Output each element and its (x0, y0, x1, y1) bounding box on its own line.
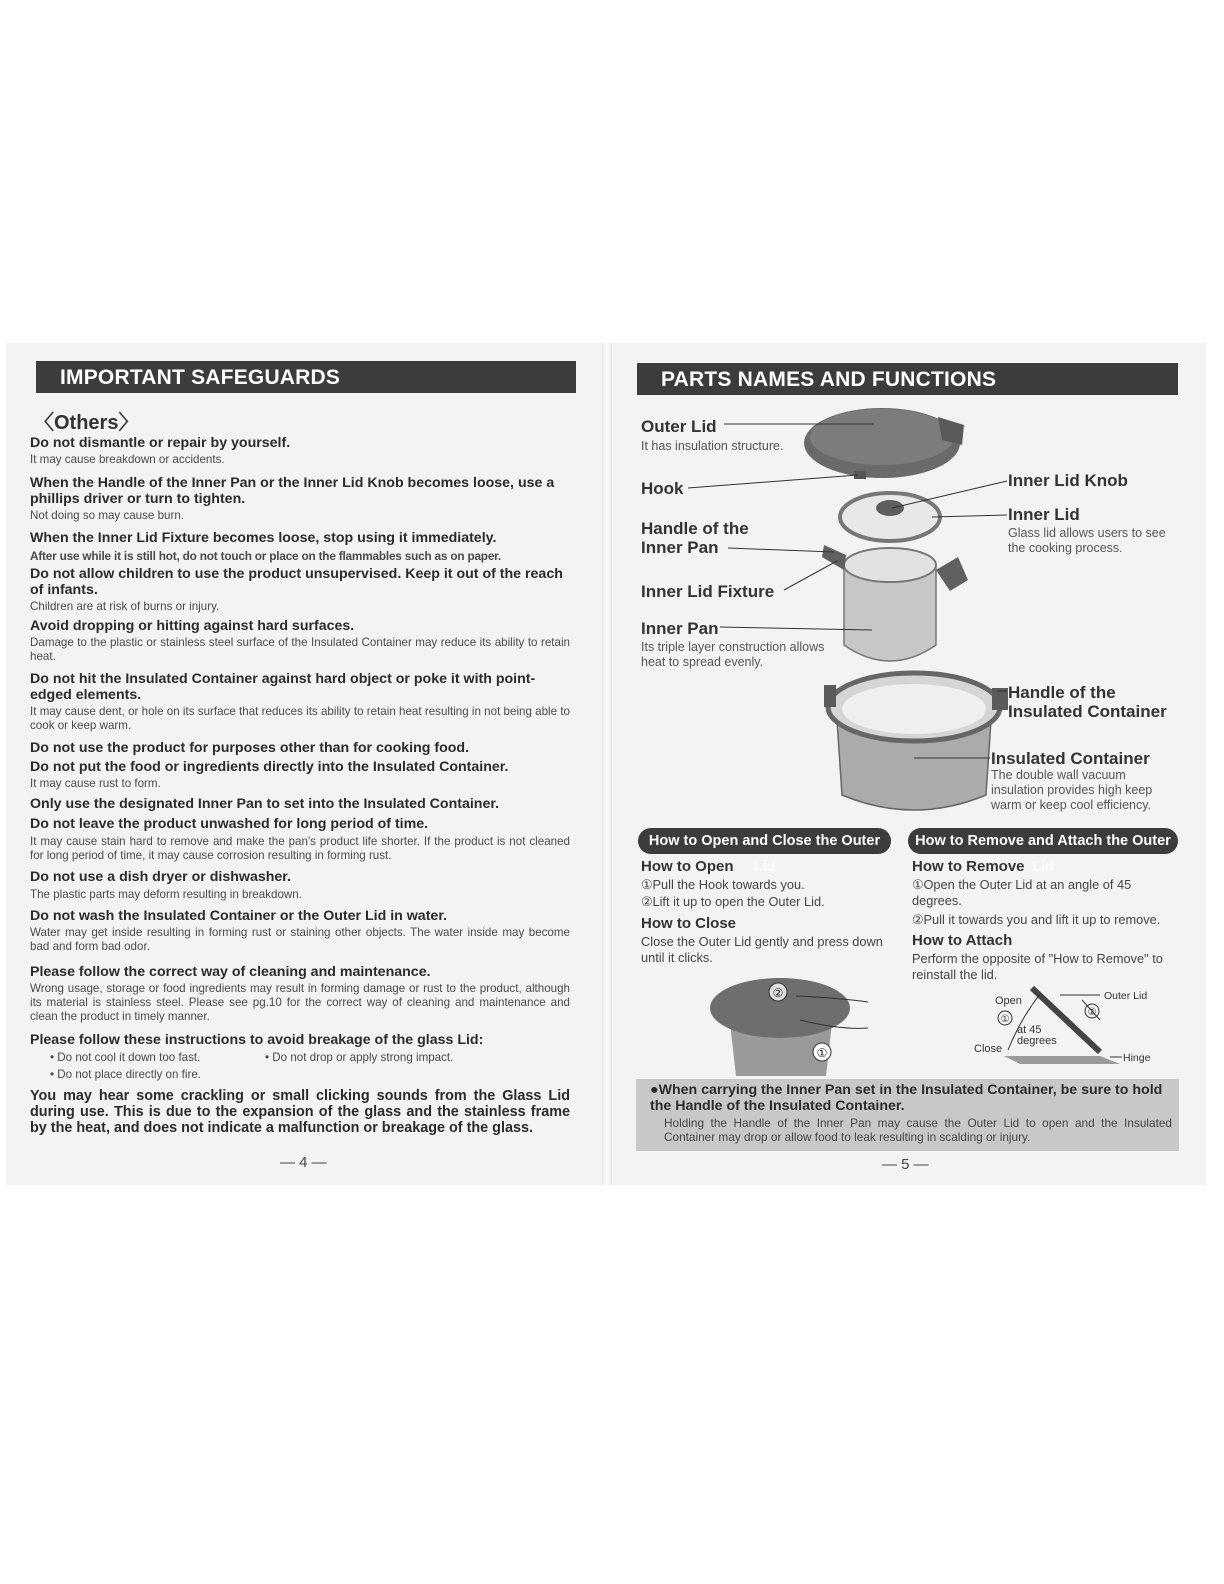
item-heading: Please follow these instructions to avoid breakage of the glass Lid: (30, 1032, 484, 1048)
item-heading: Do not put the food or ingredients directly into the Insulated Container. (30, 759, 509, 775)
label-insulated-container: Insulated Container (991, 749, 1150, 768)
label-outer-lid: Outer Lid (641, 417, 717, 436)
open-close-pill: How to Open and Close the Outer Lid (638, 828, 891, 854)
page-number-4: — 4 — (280, 1154, 327, 1171)
item-heading: When the Inner Lid Fixture becomes loose, stop using it immediately. (30, 530, 497, 546)
item-text: It may cause rust to form. (30, 777, 161, 790)
carrying-warning-box (636, 1079, 1179, 1151)
angle-label-1: at 45 (1017, 1024, 1042, 1036)
item-heading: Do not use the product for purposes other than for cooking food. (30, 740, 470, 756)
item-text: Damage to the plastic or stainless steel surface of the Insulated Container may reduce its ability to retain heat. (30, 636, 570, 663)
inner-pan-handle-right (936, 557, 968, 591)
glass-lid-note: You may hear some crackling or small clicking sounds from the Glass Lid during use. This is due to the expansion of the glass and the stainless frame by the heat, and does not indicate a malfunction or breakage of the glass. (30, 1088, 570, 1136)
item-heading: Do not leave the product unwashed for long period of time. (30, 816, 429, 832)
item-text: It may cause stain hard to remove and make the pan's product life shorter. If the product is not cleaned for long period of time, it may cause corrosion resulting in forming rust. (30, 835, 570, 862)
desc-outer-lid: It has insulation structure. (641, 439, 784, 453)
carrying-warning-text: Holding the Handle of the Inner Pan may cause the Outer Lid to open and the Insulated Container may drop or allow food to leak resulting in scalding or injury. (664, 1116, 1172, 1144)
item-heading: Do not wash the Insulated Container or the Outer Lid in water. (30, 908, 447, 924)
close-text: Close the Outer Lid gently and press down until it clicks. (641, 934, 883, 965)
step-2-label: ② (1087, 1007, 1097, 1018)
open-step-1: ①Pull the Hook towards you. (641, 877, 805, 892)
item-text: Children are at risk of burns or injury. (30, 600, 220, 613)
item-text: It may cause dent, or hole on its surface that reduces its ability to retain heat resulting in not being able to cook or keep warm. (30, 705, 570, 732)
item-text: Water may get inside resulting in forming rust or staining other objects. The water inside may become bad and form bad odor. (30, 926, 570, 953)
container-handle-left (824, 685, 836, 707)
bullet-item: • Do not cool it down too fast. (50, 1051, 201, 1064)
carrying-warning-heading: ●When carrying the Inner Pan set in the Insulated Container, be sure to hold the Handle of the Insulated Container. (650, 1082, 1163, 1114)
page-number-5: — 5 — (882, 1156, 929, 1173)
step-1-label: ① (1000, 1014, 1010, 1025)
item-text: Wrong usage, storage or food ingredients may result in forming damage or rust to the product, although its material is stainless steel. Please see pg.10 for the correct way of cleaning and maintenance and clean the product in timely manner. (30, 982, 570, 1023)
item-text: It may cause breakdown or accidents. (30, 453, 225, 466)
angle-label-2: degrees (1017, 1035, 1057, 1047)
remove-step-1: ①Open the Outer Lid at an angle of 45 degrees. (912, 877, 1132, 908)
item-heading: Do not allow children to use the product unsupervised. Keep it out of the reach of infants. (30, 566, 563, 598)
desc-inner-lid: Glass lid allows users to see the cooking process. (1008, 526, 1166, 555)
label-hook: Hook (641, 479, 684, 498)
leader-inner-lid (932, 515, 1007, 517)
inner-pan-handle-left (822, 545, 846, 570)
label-inner-lid-knob: Inner Lid Knob (1008, 471, 1128, 490)
hinge-label: Hinge (1123, 1052, 1151, 1064)
label-inner-lid: Inner Lid (1008, 505, 1080, 524)
angle-diagram (970, 980, 1180, 1075)
item-heading: Do not use a dish dryer or dishwasher. (30, 869, 291, 885)
attach-text: Perform the opposite of "How to Remove" to reinstall the lid. (912, 951, 1163, 982)
item-text: The plastic parts may deform resulting in breakdown. (30, 888, 302, 901)
item-heading: Avoid dropping or hitting against hard surfaces. (30, 618, 355, 634)
open-step-2: ②Lift it up to open the Outer Lid. (641, 894, 825, 909)
safeguards-header: IMPORTANT SAFEGUARDS (36, 361, 576, 393)
open-lid-illustration (700, 968, 875, 1076)
inner-pan-rim (844, 548, 936, 582)
item-heading: When the Handle of the Inner Pan or the Inner Lid Knob becomes loose, use a phillips driver or turn to tighten. (30, 475, 555, 507)
others-subtitle: 〈Others〉 (34, 412, 139, 434)
page-gutter (602, 343, 612, 1185)
inner-lid-knob-shape (876, 500, 904, 516)
bullet-item: • Do not place directly on fire. (50, 1068, 201, 1081)
remove-attach-pill: How to Remove and Attach the Outer Lid (908, 828, 1178, 854)
remove-step-2: ②Pull it towards you and lift it up to remove. (912, 912, 1161, 927)
label-handle-container: Handle of the Insulated Container (1008, 683, 1167, 721)
how-to-attach-title: How to Attach (912, 932, 1013, 949)
close-label: Close (974, 1043, 1003, 1055)
label-inner-pan: Inner Pan (641, 619, 719, 638)
leader-hook (688, 475, 858, 488)
how-to-remove-title: How to Remove (912, 858, 1025, 875)
outer-lid-top (810, 409, 954, 465)
item-heading: Do not dismantle or repair by yourself. (30, 435, 291, 451)
bullet-item: • Do not drop or apply strong impact. (265, 1051, 454, 1064)
item-text: Not doing so may cause burn. (30, 509, 185, 522)
container-inside (842, 684, 986, 734)
desc-inner-pan: Its triple layer construction allows heat to spread evenly. (641, 640, 825, 669)
parts-header: PARTS NAMES AND FUNCTIONS (637, 363, 1178, 395)
how-to-open-title: How to Open (641, 858, 734, 875)
label-handle-inner-pan: Handle of the Inner Pan (641, 519, 749, 557)
how-to-close-title: How to Close (641, 915, 737, 932)
container-edge (1004, 1056, 1120, 1064)
item-text: After use while it is still hot, do not touch or place on the flammables such as on paper. (30, 549, 501, 563)
item-heading: Do not hit the Insulated Container against hard object or poke it with point-edged elements. (30, 671, 536, 703)
desc-insulated-container: The double wall vacuum insulation provides high keep warm or keep cool efficiency. (991, 768, 1153, 812)
outer-lid-label: Outer Lid (1104, 990, 1148, 1002)
item-heading: Only use the designated Inner Pan to set into the Insulated Container. (30, 796, 500, 812)
leader-inner-lid-fixture (784, 561, 837, 590)
item-heading: Please follow the correct way of cleaning and maintenance. (30, 964, 431, 980)
label-inner-lid-fixture: Inner Lid Fixture (641, 582, 775, 601)
step-1-text: ① (816, 1046, 828, 1060)
open-label: Open (995, 995, 1022, 1007)
step-2-text: ② (772, 986, 784, 1000)
